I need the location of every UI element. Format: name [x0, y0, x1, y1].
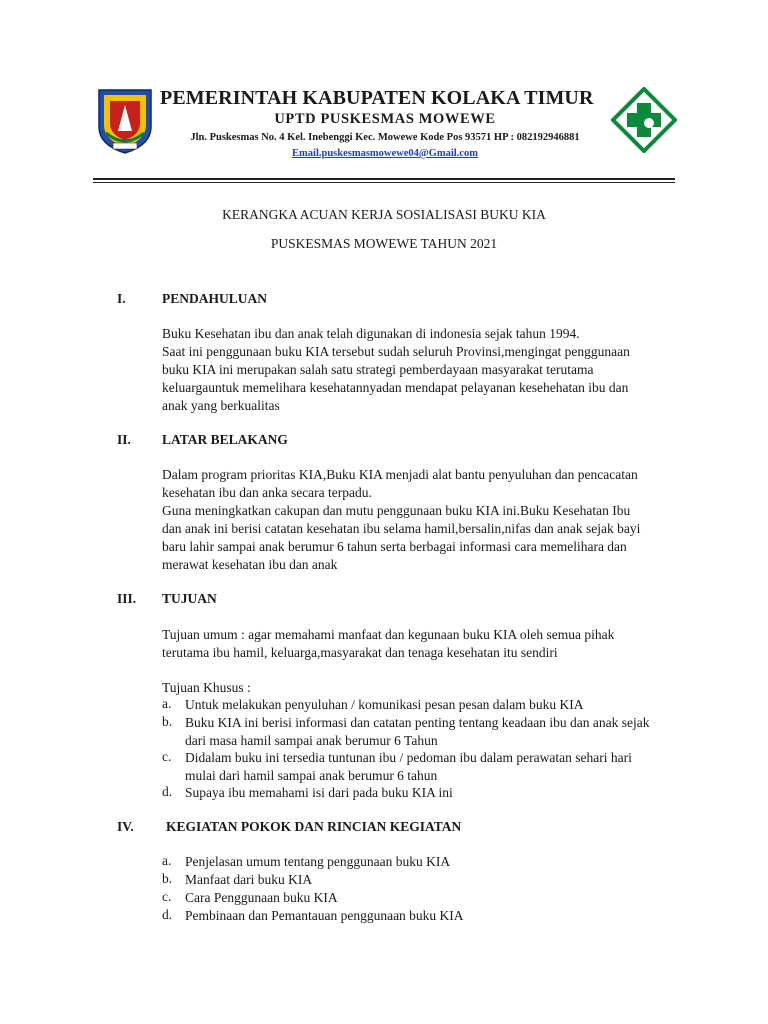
paragraph-line: Dalam program prioritas KIA,Buku KIA menjadi alat bantu penyuluhan dan pencacatan — [162, 467, 638, 482]
list-item: Supaya ibu memahami isi dari pada buku KIA ini — [185, 785, 453, 800]
paragraph-line: Guna meningkatkan cakupan dan mutu penggunaan buku KIA ini.Buku Kesehatan Ibu — [162, 503, 631, 518]
paragraph-line: terutama ibu hamil, keluarga,masyarakat dan tenaga kesehatan itu sendiri — [162, 645, 558, 660]
section-number: II. — [117, 432, 131, 447]
list-item: Buku KIA ini berisi informasi dan catatan penting tentang keadaan ibu dan anak sejak dari masa hamil sampai anak berumur 6 Tahun — [185, 715, 650, 748]
regency-crest-icon — [96, 87, 154, 155]
paragraph-line: Saat ini penggunaan buku KIA tersebut sudah seluruh Provinsi,mengingat penggunaan — [162, 344, 630, 359]
section-number: IV. — [117, 819, 134, 834]
document-subtitle: PUSKESMAS MOWEWE TAHUN 2021 — [270, 236, 498, 251]
header-divider-thick — [93, 178, 675, 180]
list-marker: c. — [162, 889, 172, 904]
list-marker: b. — [162, 871, 173, 886]
paragraph-line: Buku Kesehatan ibu dan anak telah digunakan di indonesia sejak tahun 1994. — [162, 326, 580, 341]
paragraph-line: Tujuan umum : agar memahami manfaat dan kegunaan buku KIA oleh semua pihak — [162, 627, 615, 642]
list-item: Penjelasan umum tentang penggunaan buku KIA — [185, 854, 451, 869]
list-marker: d. — [162, 784, 173, 799]
section-body-pendahuluan — [162, 325, 682, 415]
list-item: Untuk melakukan penyuluhan / komunikasi pesan pesan dalam buku KIA — [185, 697, 584, 712]
list-marker: d. — [162, 907, 173, 922]
list-marker: a. — [162, 853, 172, 868]
paragraph-line: dan anak ini berisi catatan kesehatan ibu selama hamil,bersalin,nifas dan anak sejak bayi — [162, 521, 641, 536]
paragraph-line: baru lahir sampai anak berumur 6 tahun serta berbagai informasi cara memelihara dan — [162, 539, 627, 554]
list-item: Manfaat dari buku KIA — [185, 872, 313, 887]
unit-name: UPTD PUSKESMAS MOWEWE — [274, 111, 496, 127]
list-marker: c. — [162, 749, 172, 764]
specific-objective-label: Tujuan Khusus : — [162, 680, 251, 695]
paragraph-line: merawat kesehatan ibu dan anak — [162, 557, 338, 572]
paragraph-line: kesehatan ibu dan anka secara terpadu. — [162, 485, 372, 500]
section-title-kegiatan: KEGIATAN POKOK DAN RINCIAN KEGIATAN — [166, 819, 462, 834]
section-title-pendahuluan: PENDAHULUAN — [162, 291, 268, 306]
paragraph-line: buku KIA ini merupakan salah satu strategi pemberdayaan masyarakat terutama — [162, 362, 594, 377]
paragraph-line: keluargauntuk memelihara kesehatannyadan mendapat pelayanan kesehehatan ibu dan — [162, 380, 629, 395]
document-title: KERANGKA ACUAN KERJA SOSIALISASI BUKU KIA — [222, 207, 546, 222]
puskesmas-cross-icon — [611, 87, 677, 153]
section-body-latar-belakang — [162, 466, 682, 574]
list-marker: a. — [162, 696, 172, 711]
email-link[interactable]: Email.puskesmasmowewe04@Gmail.com — [292, 148, 478, 159]
government-name: PEMERINTAH KABUPATEN KOLAKA TIMUR — [160, 87, 594, 109]
header-divider-thin — [93, 182, 675, 183]
address-line: Jln. Puskesmas No. 4 Kel. Inebenggi Kec. Mowewe Kode Pos 93571 HP : 082192946881 — [190, 132, 580, 143]
section-title-latar-belakang: LATAR BELAKANG — [162, 432, 288, 447]
section-number: III. — [117, 591, 137, 606]
list-item: Pembinaan dan Pemantauan penggunaan buku KIA — [185, 908, 464, 923]
section-title-tujuan: TUJUAN — [162, 591, 217, 606]
list-item: Didalam buku ini tersedia tuntunan ibu / pedoman ibu dalam perawatan sehari hari mulai dari hamil sampai anak berumur 6 tahun — [185, 750, 632, 783]
general-objective — [162, 626, 682, 662]
list-item: Cara Penggunaan buku KIA — [185, 890, 338, 905]
paragraph-line: anak yang berkualitas — [162, 398, 280, 413]
list-marker: b. — [162, 714, 173, 729]
section-number: I. — [117, 291, 126, 306]
